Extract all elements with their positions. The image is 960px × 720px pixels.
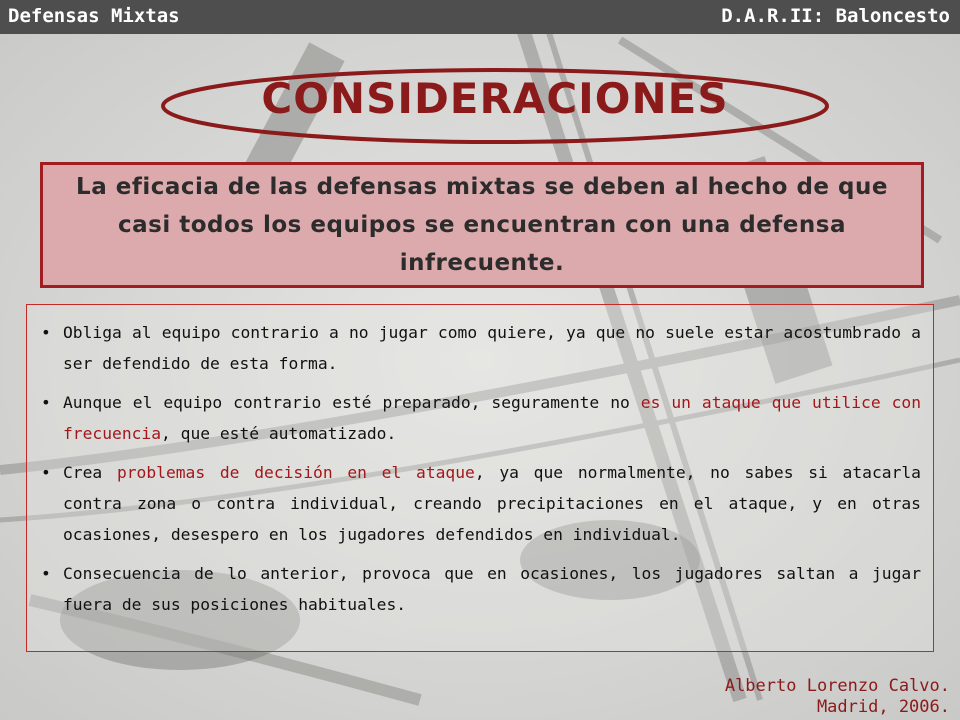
footer-place: Madrid, 2006. — [816, 697, 950, 717]
list-item-text: Crea — [63, 463, 117, 482]
list-item-text: , que esté automatizado. — [161, 424, 397, 443]
list-item — [41, 558, 921, 620]
list-item-highlight: es un ataque que utilice con frecuencia — [63, 393, 921, 443]
footer-author: Alberto Lorenzo Calvo. — [724, 676, 950, 696]
bullet-icon: • — [41, 564, 51, 583]
header-left-title: Defensas Mixtas — [8, 5, 180, 27]
bullet-icon: • — [41, 323, 51, 342]
list-item-text: Consecuencia de lo anterior, provoca que en ocasiones, los jugadores saltan a jugar fuera de sus posiciones habituales. — [63, 564, 921, 614]
list-item-highlight: problemas de decisión en el ataque — [116, 463, 475, 482]
callout-text: La eficacia de las defensas mixtas se deben al hecho de que casi todos los equipos se encuentran con una defensa infrecuente. — [76, 174, 888, 276]
list-item — [41, 457, 921, 550]
bullet-icon: • — [41, 463, 51, 482]
list-item — [41, 317, 921, 379]
header-bar — [0, 0, 960, 34]
list-item-text: , ya que normalmente, no sabes si atacarla contra zona o contra individual, creando precipitaciones en el ataque, y en otras ocasiones, desespero en los jugadores defendidos en individual. — [63, 463, 921, 544]
list-item — [41, 387, 921, 449]
page-title: CONSIDERACIONES — [261, 74, 729, 123]
bullet-list-box — [26, 304, 934, 652]
list-item-text: Obliga al equipo contrario a no jugar como quiere, ya que no suele estar acostumbrado a ser defendido de esta forma. — [63, 323, 921, 373]
list-item-text: Aunque el equipo contrario esté preparado, seguramente no — [63, 393, 641, 412]
footer-credits — [725, 676, 950, 718]
bullet-icon: • — [41, 393, 51, 412]
title-block — [150, 60, 840, 156]
bullet-list — [27, 305, 933, 620]
callout-box — [40, 162, 924, 288]
header-right-title: D.A.R.II: Baloncesto — [721, 5, 950, 27]
